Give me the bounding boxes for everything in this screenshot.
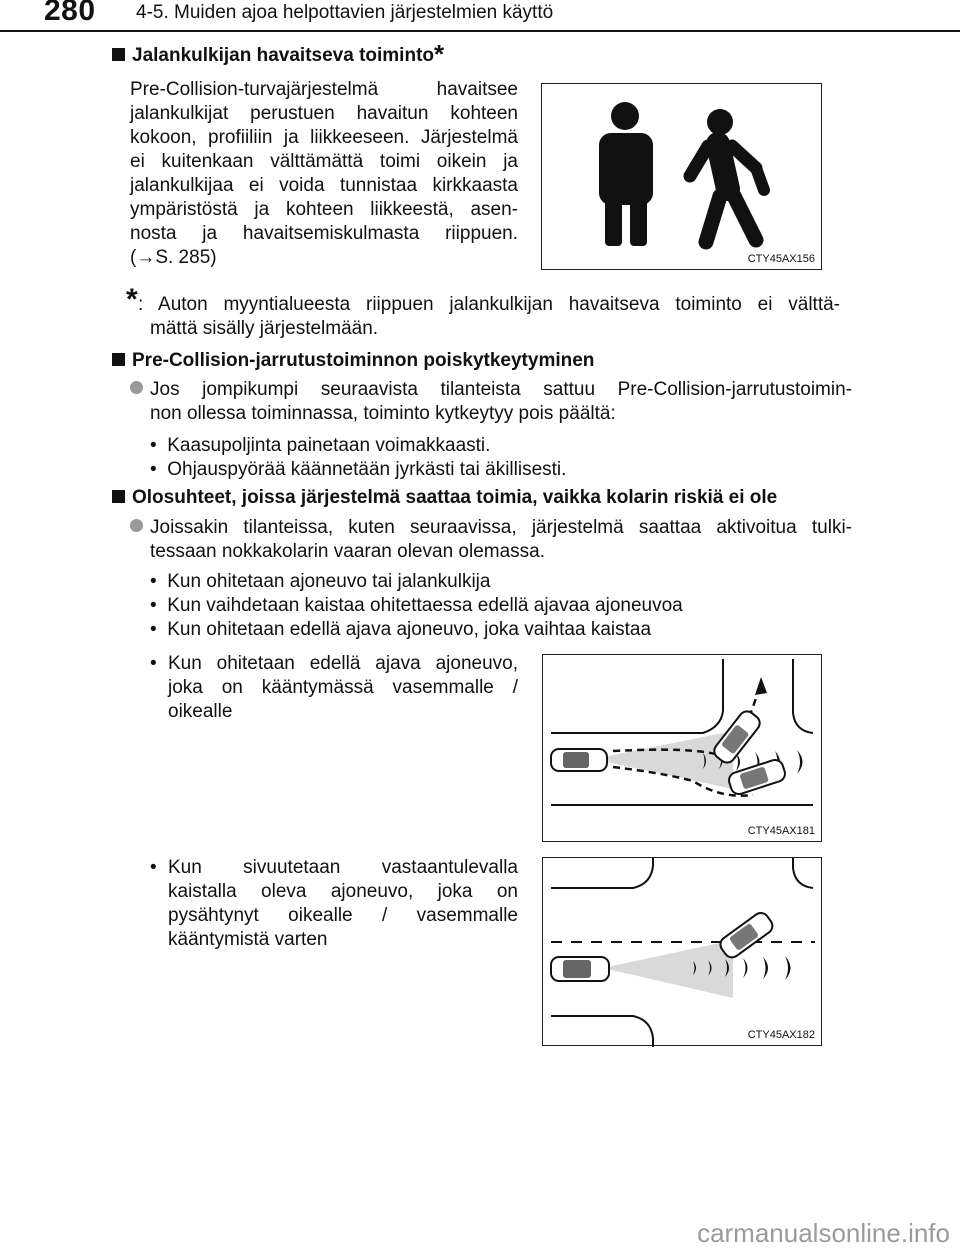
passing-car-icon <box>727 758 787 796</box>
paragraph-line: joka on kääntymässä vasemmalle / <box>168 677 518 698</box>
intro-line: tessaan nokkakolarin vaaran olevan olemassa. <box>150 541 546 562</box>
heading-text: Pre-Collision-jarrutustoiminnon poiskytkeytyminen <box>132 350 595 371</box>
paragraph-line: Pre-Collision-turvajärjestelmä havaitsee <box>130 79 518 100</box>
circle-bullet-icon <box>130 518 143 536</box>
intro-line: Jos jompikumpi seuraavista tilanteista sattuu Pre-Collision-jarrutustoimin- <box>150 379 852 400</box>
figure-stopped-vehicle <box>542 857 822 1046</box>
section-heading-disable <box>112 350 594 372</box>
paragraph-line: ei kuitenkaan välttämättä toimi oikein ja <box>130 151 518 172</box>
watermark: carmanualsonline.info <box>697 1218 950 1248</box>
bullet-glyph: • <box>150 435 157 456</box>
footnote-asterisk: * <box>126 283 138 316</box>
direction-arrow-icon <box>755 677 767 695</box>
footnote-line: mättä sisälly järjestelmään. <box>150 318 379 339</box>
list-item <box>150 434 566 458</box>
radar-beam-icon <box>603 940 733 998</box>
disable-bullet-list <box>150 434 566 482</box>
list-item-text: Kaasupoljinta painetaan voimakkaasti. <box>167 435 491 456</box>
list-item <box>150 618 683 642</box>
circle-bullet-icon <box>130 380 143 398</box>
list-item-text: Ohjauspyörää käännetään jyrkästi tai äkillisesti. <box>167 459 567 480</box>
figure-id: CTY45AX182 <box>747 1029 815 1041</box>
conditions-bullet-list <box>150 570 683 642</box>
figure-pedestrians <box>541 83 822 270</box>
paragraph-line: Kun ohitetaan edellä ajava ajoneuvo, <box>168 653 518 674</box>
paragraph-line: jalankulkijaa ei voida tunnistaa kirkkaasta <box>130 175 518 196</box>
chapter-title: 4-5. Muiden ajoa helpottavien järjestelmien käyttö <box>136 2 554 23</box>
turning-vehicle-illustration <box>543 655 823 843</box>
heading-text: Olosuhteet, joissa järjestelmä saattaa toimia, vaikka kolarin riskiä ei ole <box>132 487 778 508</box>
ego-car-icon <box>551 749 607 771</box>
list-item-text: Kun ohitetaan ajoneuvo tai jalankulkija <box>167 571 491 592</box>
radar-beam-icon <box>593 731 733 789</box>
paragraph-line: kääntymistä varten <box>168 929 328 950</box>
section-heading-pedestrian <box>112 39 445 69</box>
figure-id: CTY45AX181 <box>747 825 815 837</box>
walking-pedestrian-icon <box>690 109 764 242</box>
standing-pedestrian-icon <box>599 102 653 246</box>
figure-id: CTY45AX156 <box>747 253 815 265</box>
paragraph-line: oikealle <box>168 701 233 722</box>
list-item-text: Kun ohitetaan edellä ajava ajoneuvo, joka vaihtaa kaistaa <box>167 619 652 640</box>
list-item <box>150 570 683 594</box>
paragraph-line: kokoon, profiiliin ja liikkeeseen. Järjestelmä <box>130 127 518 148</box>
bullet-glyph: • <box>150 459 157 480</box>
paragraph-line: kaistalla oleva ajoneuvo, joka on <box>168 881 518 902</box>
heading-asterisk: * <box>434 39 445 69</box>
list-item <box>150 458 566 482</box>
pedestrian-figures-illustration <box>542 84 823 271</box>
paragraph-line: jalankulkijat perustuen havaitun kohteen <box>130 103 518 124</box>
bullet-glyph: • <box>150 571 157 592</box>
stopped-vehicle-illustration <box>543 858 823 1047</box>
bullet-glyph: • <box>150 619 157 640</box>
ego-car-icon <box>551 957 609 981</box>
header-divider <box>0 30 960 32</box>
page-number: 280 <box>44 0 96 27</box>
paragraph-line: pysähtynyt oikealle / vasemmalle <box>168 905 518 926</box>
square-bullet-icon <box>112 353 125 366</box>
footnote-line: : Auton myyntialueesta riippuen jalankulkijan havaitseva toiminto ei välttä- <box>138 294 840 315</box>
figure-turning-vehicle <box>542 654 822 842</box>
list-item-text: Kun vaihdetaan kaistaa ohitettaessa edellä ajavaa ajoneuvoa <box>167 595 683 616</box>
bullet-glyph: • <box>150 857 157 878</box>
square-bullet-icon <box>112 490 125 503</box>
bullet-glyph: • <box>150 653 157 674</box>
intro-line: Joissakin tilanteissa, kuten seuraavissa, järjestelmä saattaa aktivoitua tulki- <box>150 517 852 538</box>
paragraph-line: Kun sivuutetaan vastaantulevalla <box>168 857 518 878</box>
square-bullet-icon <box>112 48 125 61</box>
paragraph-line: nosta ja havaitsemiskulmasta riippuen. <box>130 223 518 244</box>
list-item <box>150 594 683 618</box>
bullet-glyph: • <box>150 595 157 616</box>
paragraph-line: ympäristöstä ja kohteen liikkeestä, asen- <box>130 199 518 220</box>
section-heading-conditions <box>112 487 777 509</box>
bullet-turning-text <box>168 652 518 724</box>
bullet-stopped-text <box>168 856 518 952</box>
pedestrian-paragraph <box>130 78 518 270</box>
page-reference: (→S. 285) <box>130 247 217 268</box>
heading-text: Jalankulkijan havaitseva toiminto <box>132 45 434 66</box>
stopped-car-icon <box>717 910 775 961</box>
intro-line: non ollessa toiminnassa, toiminto kytkeytyy pois päältä: <box>150 403 616 424</box>
